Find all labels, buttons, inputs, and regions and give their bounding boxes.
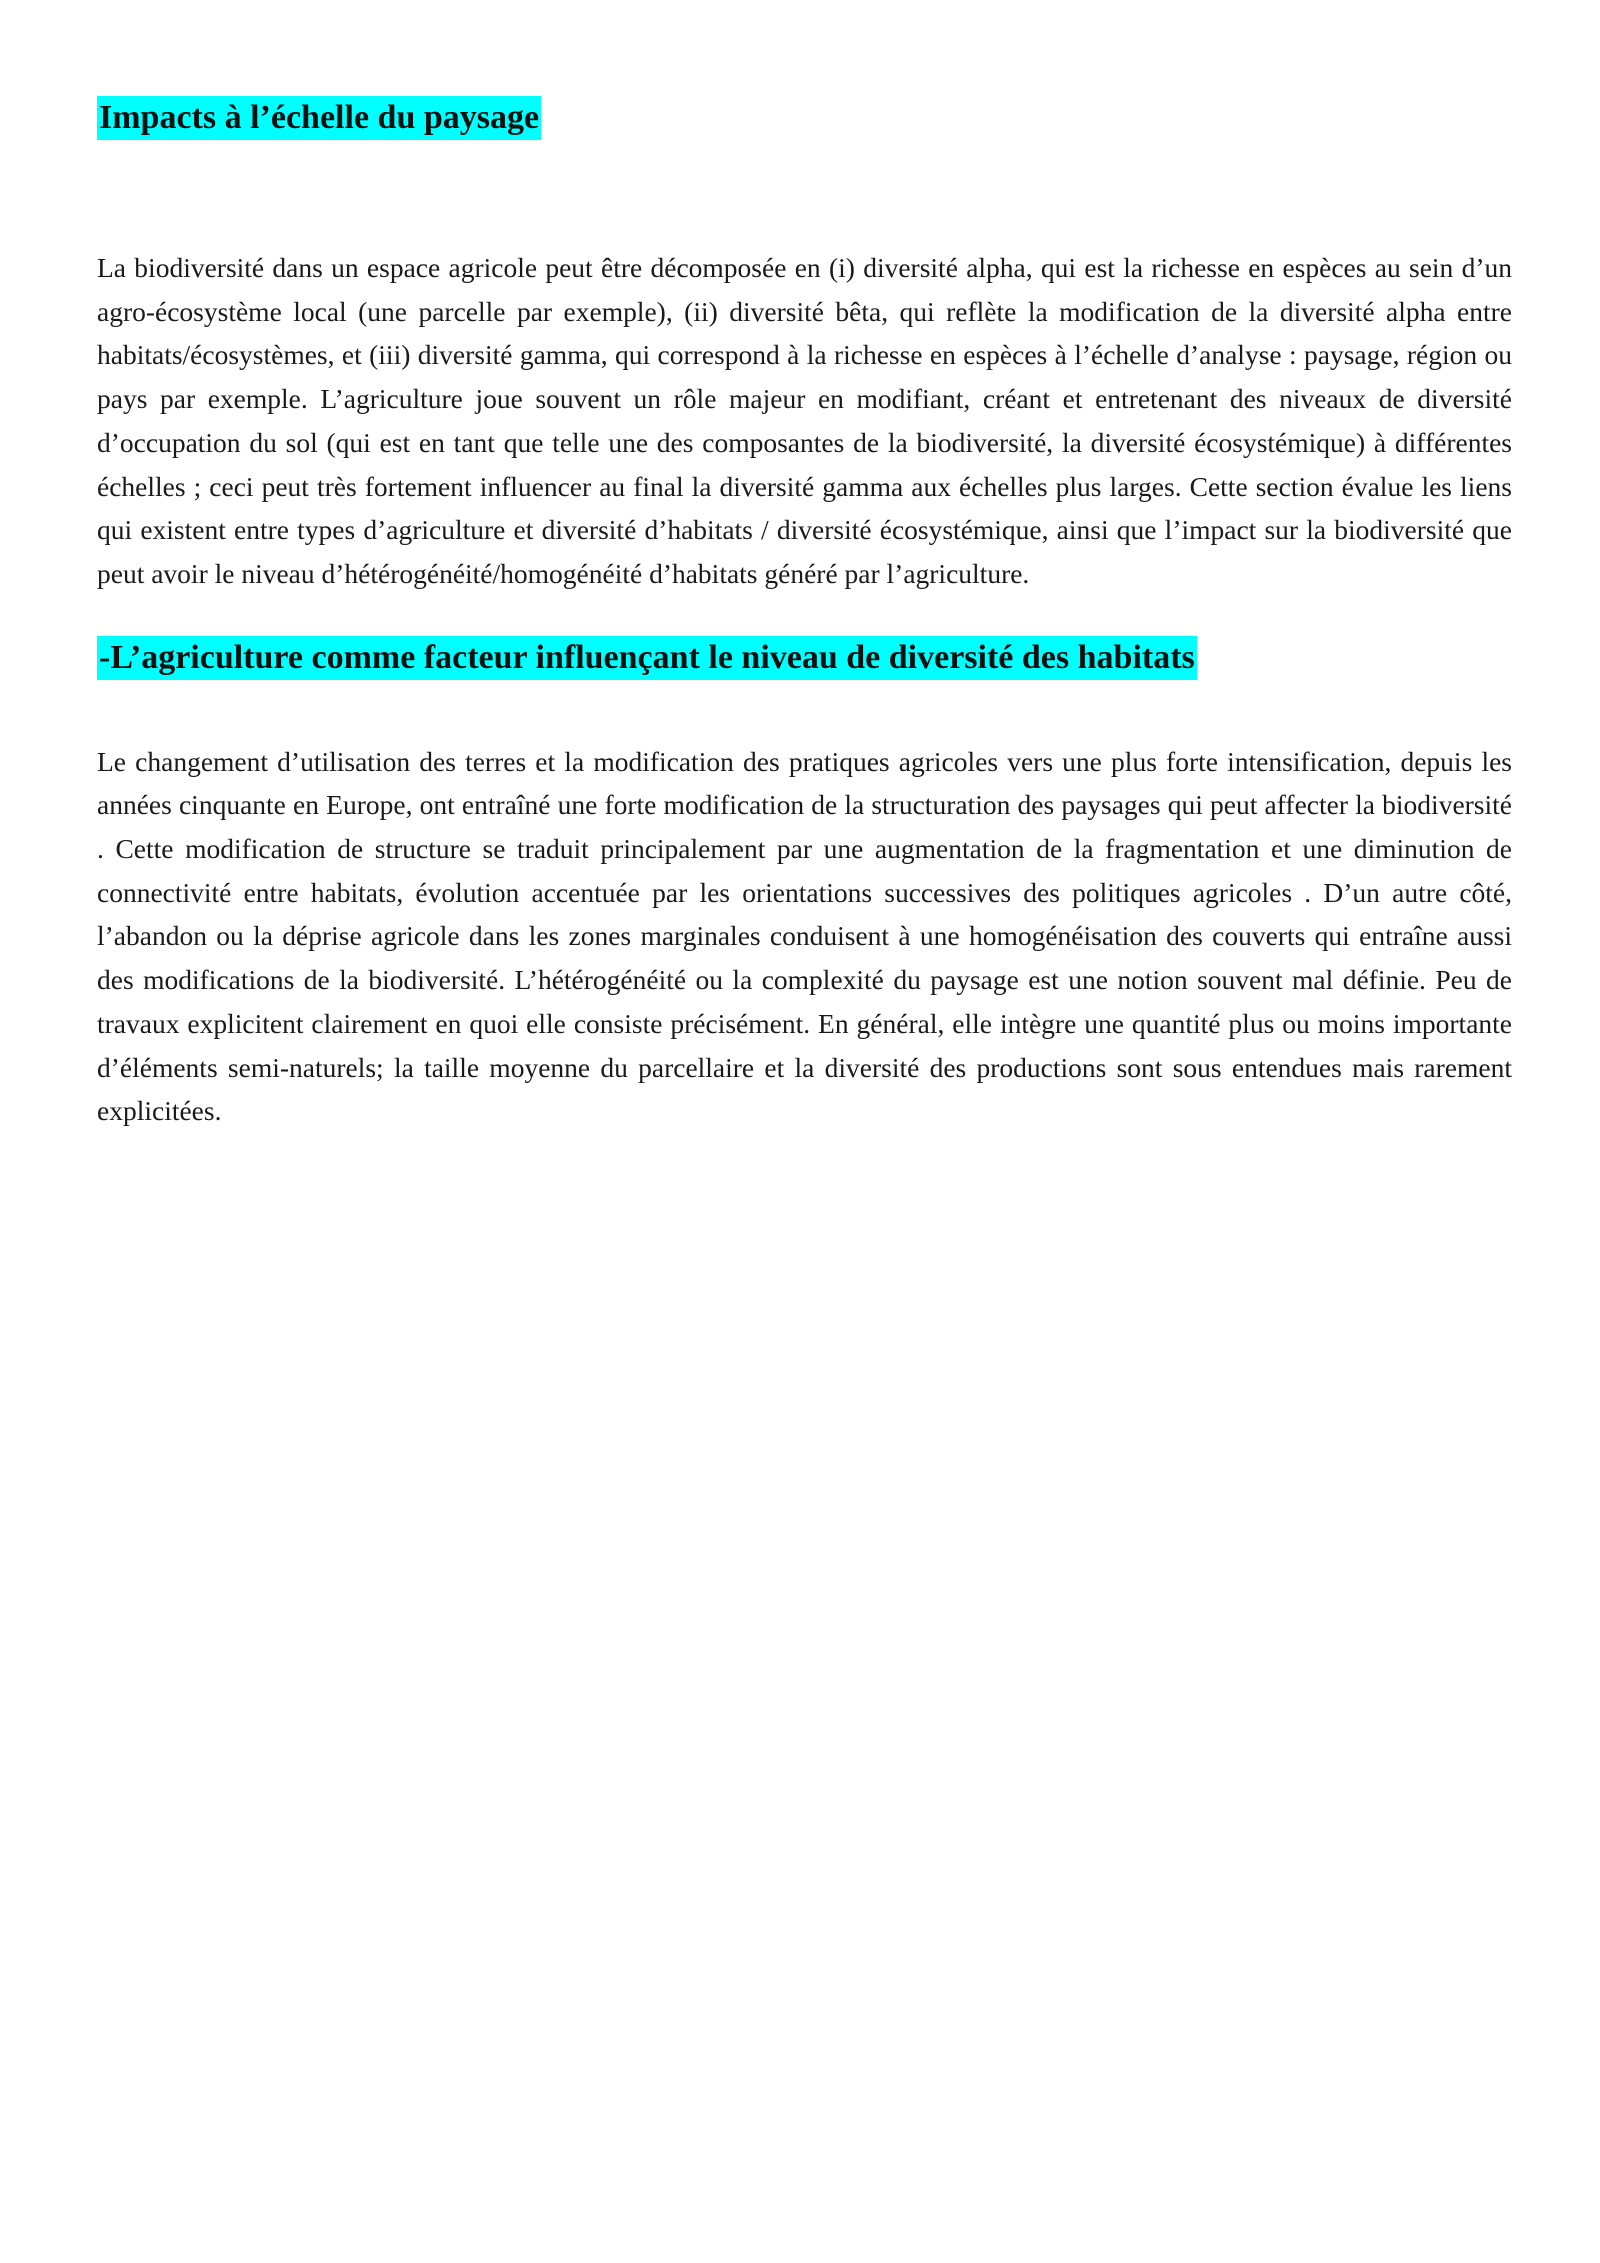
paragraph-land-use-change: Le changement d’utilisation des terres et la modification des pratiques agricoles vers une plus forte intensification, depuis les années cinquante en Europe, ont entraîné une forte modification de la structuration des paysages qui peut affecter la biodiversité . Cette modification de structure se traduit principalement par une augmentation de la fragmentation et une diminution de connectivité entre habitats, évolution accentuée par les orientations successives des politiques agricoles . D’un autre côté, l’abandon ou la déprise agricole dans les zones marginales conduisent à une homogénéisation des couverts qui entraîne aussi des modifications de la biodiversité. L’hétérogénéité ou la complexité du paysage est une notion souvent mal définie. Peu de travaux explicitent clairement en quoi elle consiste précisément. En général, elle intègre une quantité plus ou moins importante d’éléments semi-naturels; la taille moyenne du parcellaire et la diversité des productions sont sous entendues mais rarement explicitées. [97,745,1512,1127]
section-title: Impacts à l’échelle du paysage [97,96,541,140]
document-body [97,96,1512,1133]
paragraph-biodiversity-scales: La biodiversité dans un espace agricole peut être décomposée en (i) diversité alpha, qui est la richesse en espèces au sein d’un agro-écosystème local (une parcelle par exemple), (ii) diversité bêta, qui reflète la modification de la diversité alpha entre habitats/écosystèmes, et (iii) diversité gamma, qui correspond à la richesse en espèces à l’échelle d’analyse : paysage, région ou pays par exemple. L’agriculture joue souvent un rôle majeur en modifiant, créant et entretenant des niveaux de diversité d’occupation du sol (qui est en tant que telle une des composantes de la biodiversité, la diversité écosystémique) à différentes échelles ; ceci peut très fortement influencer au final la diversité gamma aux échelles plus larges. Cette section évalue les liens qui existent entre types d’agriculture et diversité d’habitats / diversité écosystémique, ainsi que l’impact sur la biodiversité que peut avoir le niveau d’hétérogénéité/homogénéité d’habitats généré par l’agriculture. [97,252,1512,589]
subsection-title: -L’agriculture comme facteur influençant le niveau de diversité des habitats [97,636,1197,680]
